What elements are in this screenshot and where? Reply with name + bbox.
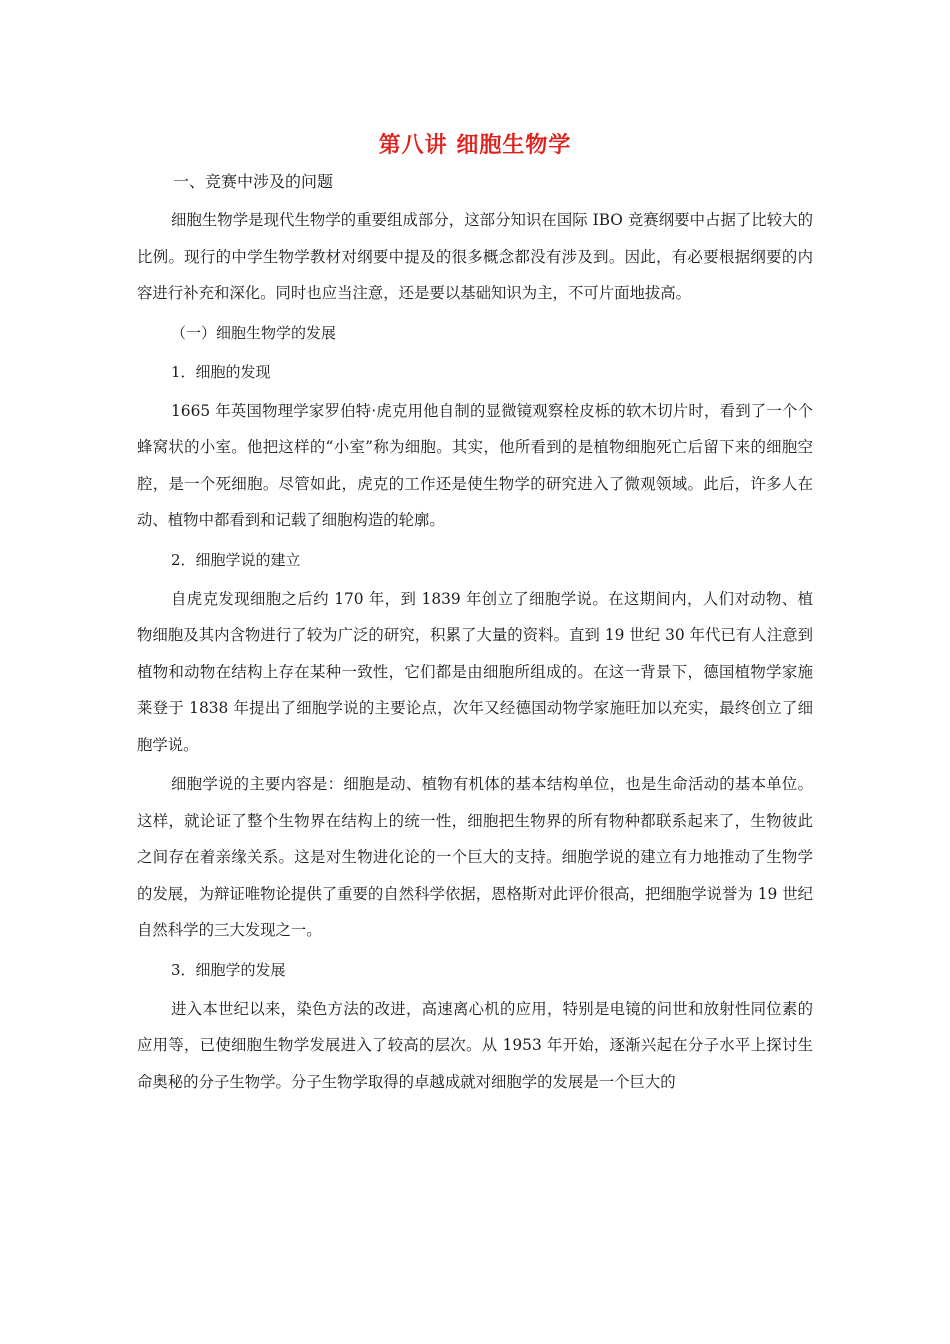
- item-1-heading: 1．细胞的发现: [171, 362, 271, 381]
- item-3-heading: 3．细胞学的发展: [171, 960, 286, 979]
- subsection-heading: （一）细胞生物学的发展: [171, 323, 337, 342]
- item-2-paragraph-b: 细胞学说的主要内容是：细胞是动、植物有机体的基本结构单位，也是生命活动的基本单位。这样，就论证了整个生物界在结构上的统一性，细胞把生物界的所有物种都联系起来了，生物彼此之间存在着亲缘关系。这是对生物进化论的一个巨大的支持。细胞学说的建立有力地推动了生物学的发展，为辩证唯物论提供了重要的自然科学依据，恩格斯对此评价很高，把细胞学说誉为 19 世纪自然科学的三大发现之一。: [137, 775, 813, 939]
- item-2-heading: 2．细胞学说的建立: [171, 550, 301, 569]
- intro-paragraph: 细胞生物学是现代生物学的重要组成部分，这部分知识在国际 IBO 竞赛纲要中占据了比较大的比例。现行的中学生物学教材对纲要中提及的很多概念都没有涉及到。因此，有必要根据纲要的内容进行补充和深化。同时也应当注意，还是要以基础知识为主，不可片面地拔高。: [137, 211, 813, 302]
- document-page: [137, 128, 813, 1103]
- item-1-paragraph: 1665 年英国物理学家罗伯特·虎克用他自制的显微镜观察栓皮栎的软木切片时，看到了一个个蜂窝状的小室。他把这样的“小室”称为细胞。其实，他所看到的是植物细胞死亡后留下来的细胞空腔，是一个死细胞。尽管如此，虎克的工作还是使生物学的研究进入了微观领域。此后，许多人在动、植物中都看到和记载了细胞构造的轮廓。: [137, 401, 813, 529]
- section-heading: 一、竞赛中涉及的问题: [173, 172, 334, 191]
- item-2-paragraph-a: 自虎克发现细胞之后约 170 年，到 1839 年创立了细胞学说。在这期间内，人们对动物、植物细胞及其内含物进行了较为广泛的研究，积累了大量的资料。直到 19 世纪 30 年代已有人注意到植物和动物在结构上存在某种一致性，它们都是由细胞所组成的。在这一背景下，德国植物学家施莱登于 1838 年提出了细胞学说的主要论点，次年又经德国动物学家施旺加以充实，最终创立了细胞学说。: [137, 589, 813, 754]
- document-title: 第八讲 细胞生物学: [378, 132, 572, 158]
- item-3-paragraph: 进入本世纪以来，染色方法的改进，高速离心机的应用，特别是电镜的问世和放射性同位素的应用等，已使细胞生物学发展进入了较高的层次。从 1953 年开始，逐渐兴起在分子水平上探讨生命奥秘的分子生物学。分子生物学取得的卓越成就对细胞学的发展是一个巨大的: [137, 999, 813, 1091]
